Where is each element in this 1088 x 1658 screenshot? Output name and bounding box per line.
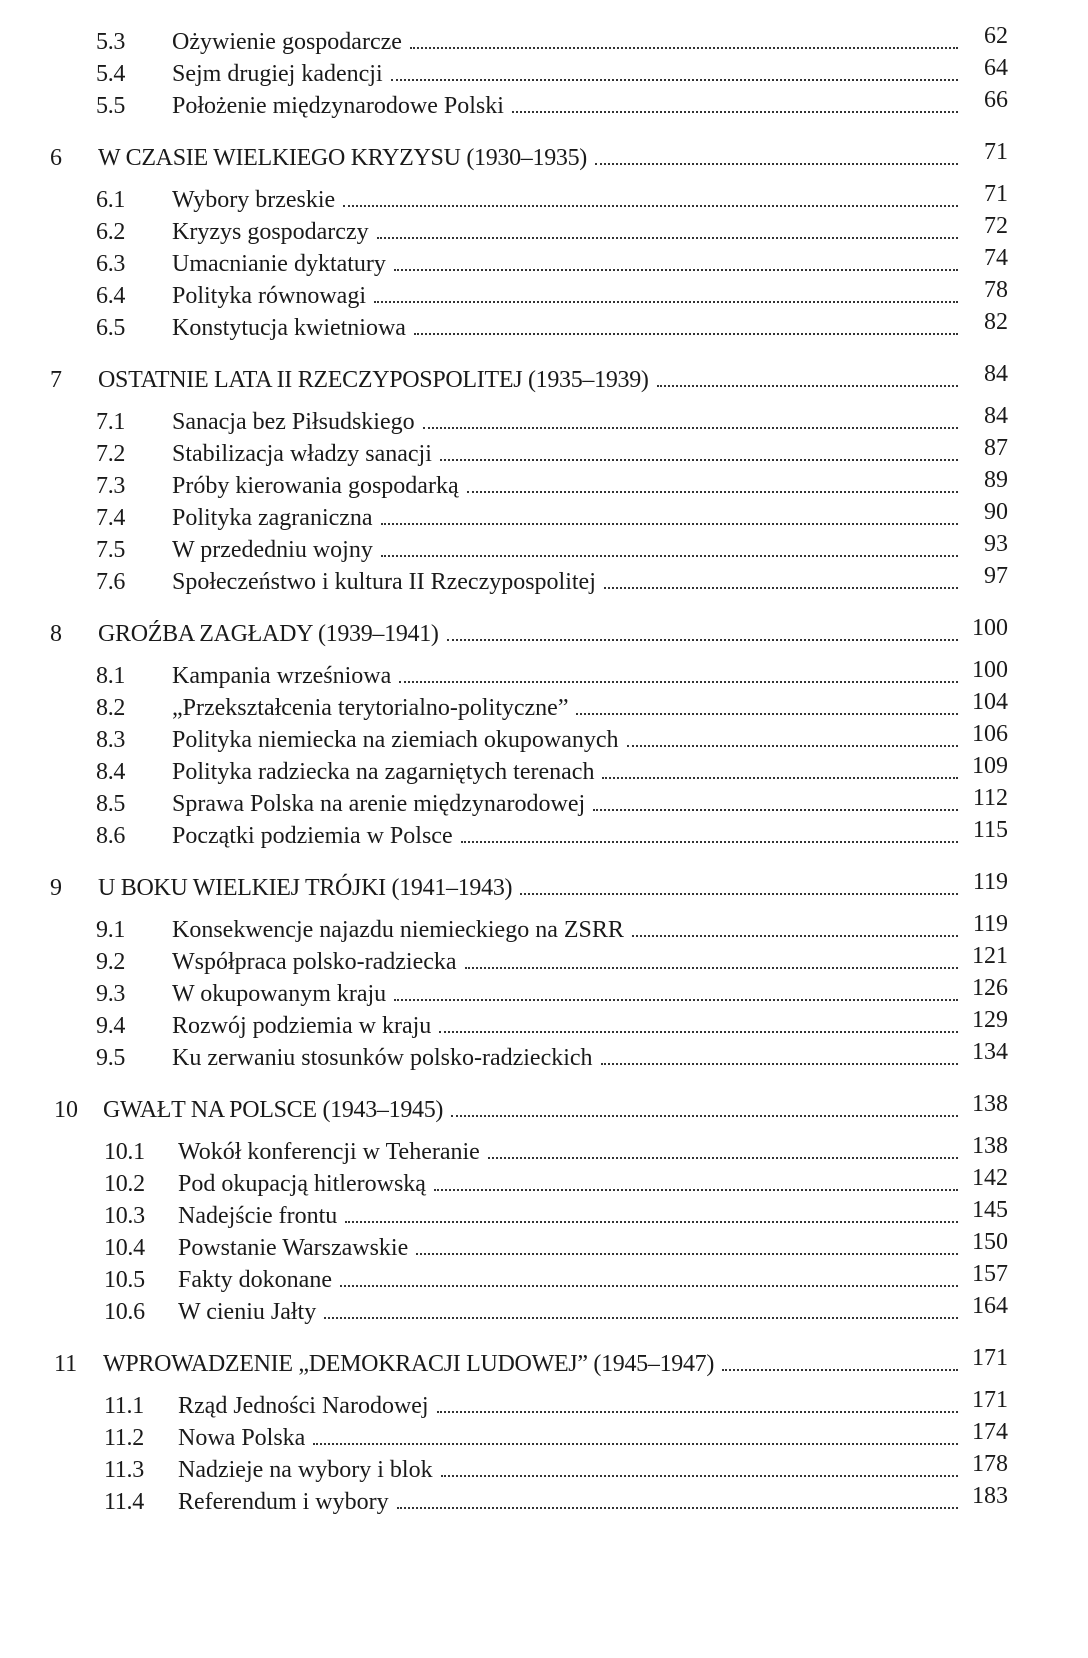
section-title-wrap	[178, 1168, 958, 1200]
page-number: 84	[984, 361, 1008, 387]
section-title-wrap	[178, 1486, 958, 1518]
section-title-wrap	[178, 1454, 958, 1486]
section-number: 8.4	[96, 759, 126, 785]
section-title-wrap	[172, 756, 958, 788]
page-number: 164	[972, 1293, 1008, 1319]
section-title: Kampania wrześniowa	[172, 663, 392, 689]
toc-section-row[interactable]	[0, 1229, 1088, 1264]
section-number: 7.4	[96, 505, 126, 531]
page-number: 142	[972, 1165, 1008, 1191]
section-number: 5.4	[96, 61, 126, 87]
toc-section-row[interactable]	[0, 1007, 1088, 1042]
toc-section-row[interactable]	[0, 1293, 1088, 1328]
dot-leader	[602, 776, 958, 779]
section-title-wrap	[172, 58, 958, 90]
page-number: 71	[984, 139, 1008, 165]
section-title: Pod okupacją hitlerowską	[178, 1171, 426, 1197]
section-title-wrap	[172, 90, 958, 122]
chapter-number: 9	[50, 875, 62, 901]
section-title-wrap	[172, 1042, 958, 1074]
toc-chapter-row[interactable]	[0, 361, 1088, 396]
section-number: 11.1	[104, 1393, 144, 1419]
toc-chapter-row[interactable]	[0, 1091, 1088, 1126]
dot-leader	[397, 1506, 958, 1509]
section-title-wrap	[172, 978, 958, 1010]
toc-section-row[interactable]	[0, 277, 1088, 312]
section-title-wrap	[172, 788, 958, 820]
toc-section-row[interactable]	[0, 55, 1088, 90]
section-title-wrap	[178, 1232, 958, 1264]
chapter-number: 8	[50, 621, 62, 647]
toc-section-row[interactable]	[0, 1165, 1088, 1200]
dot-leader	[593, 808, 958, 811]
section-number: 9.4	[96, 1013, 126, 1039]
chapter-title: OSTATNIE LATA II RZECZYPOSPOLITEJ (1935–1939)	[98, 367, 649, 393]
page-number: 66	[984, 87, 1008, 113]
section-title: Ożywienie gospodarcze	[172, 29, 402, 55]
section-number: 5.3	[96, 29, 126, 55]
section-title-wrap	[172, 470, 958, 502]
section-title-wrap	[172, 692, 958, 724]
section-title: Nowa Polska	[178, 1425, 306, 1451]
toc-section-row[interactable]	[0, 1261, 1088, 1296]
page-number: 106	[972, 721, 1008, 747]
section-number: 9.5	[96, 1045, 126, 1071]
toc-section-row[interactable]	[0, 1039, 1088, 1074]
dot-leader	[399, 680, 958, 683]
page-number: 129	[972, 1007, 1008, 1033]
section-title: Umacnianie dyktatury	[172, 251, 386, 277]
section-title: Rozwój podziemia w kraju	[172, 1013, 432, 1039]
section-number: 6.2	[96, 219, 126, 245]
page-number: 82	[984, 309, 1008, 335]
section-number: 8.5	[96, 791, 126, 817]
toc-section-row[interactable]	[0, 721, 1088, 756]
dot-leader	[394, 268, 958, 271]
section-number: 10.6	[104, 1299, 145, 1325]
section-number: 10.5	[104, 1267, 145, 1293]
toc-section-row[interactable]	[0, 181, 1088, 216]
section-title: Konsekwencje najazdu niemieckiego na ZSRR	[172, 917, 624, 943]
section-number: 7.5	[96, 537, 126, 563]
toc-section-row[interactable]	[0, 467, 1088, 502]
page-number: 138	[972, 1133, 1008, 1159]
page-number: 64	[984, 55, 1008, 81]
toc-section-row[interactable]	[0, 911, 1088, 946]
section-number: 6.5	[96, 315, 126, 341]
section-number: 8.6	[96, 823, 126, 849]
section-title: Sprawa Polska na arenie międzynarodowej	[172, 791, 586, 817]
toc-section-row[interactable]	[0, 1387, 1088, 1422]
page-number: 183	[972, 1483, 1008, 1509]
section-number: 6.3	[96, 251, 126, 277]
section-number: 11.2	[104, 1425, 144, 1451]
dot-leader	[414, 332, 958, 335]
dot-leader	[576, 712, 958, 715]
toc-section-row[interactable]	[0, 1197, 1088, 1232]
toc-section-row[interactable]	[0, 785, 1088, 820]
section-number: 10.3	[104, 1203, 145, 1229]
page-number: 150	[972, 1229, 1008, 1255]
toc-chapter-row[interactable]	[0, 615, 1088, 650]
page-number: 119	[972, 869, 1008, 895]
section-number: 8.2	[96, 695, 126, 721]
section-title-wrap	[172, 406, 958, 438]
section-title: Polityka niemiecka na ziemiach okupowanych	[172, 727, 619, 753]
chapter-title-wrap	[98, 872, 958, 904]
section-title: Próby kierowania gospodarką	[172, 473, 459, 499]
section-title: Sejm drugiej kadencji	[172, 61, 383, 87]
toc-section-row[interactable]	[0, 1133, 1088, 1168]
chapter-title-wrap	[98, 364, 958, 396]
page-number: 93	[984, 531, 1008, 557]
dot-leader	[439, 1030, 958, 1033]
section-number: 10.2	[104, 1171, 145, 1197]
chapter-title-wrap	[103, 1348, 958, 1380]
section-title: „Przekształcenia terytorialno-polityczne”	[172, 695, 569, 721]
page-number: 97	[984, 563, 1008, 589]
section-title-wrap	[172, 566, 958, 598]
section-title-wrap	[172, 312, 958, 344]
section-title-wrap	[172, 946, 958, 978]
page-number: 115	[972, 817, 1008, 843]
dot-leader	[465, 966, 958, 969]
chapter-number: 6	[50, 145, 62, 171]
section-number: 5.5	[96, 93, 126, 119]
dot-leader	[381, 554, 958, 557]
section-title-wrap	[172, 534, 958, 566]
toc-section-row[interactable]	[0, 563, 1088, 598]
dot-leader	[437, 1410, 958, 1413]
dot-leader	[512, 110, 958, 113]
section-title-wrap	[172, 724, 958, 756]
section-title-wrap	[178, 1390, 958, 1422]
toc-section-row[interactable]	[0, 817, 1088, 852]
section-title-wrap	[178, 1136, 958, 1168]
dot-leader	[451, 1114, 958, 1117]
page-number: 112	[972, 785, 1008, 811]
page-number: 100	[972, 657, 1008, 683]
section-number: 9.2	[96, 949, 126, 975]
dot-leader	[595, 162, 958, 165]
section-title: Rząd Jedności Narodowej	[178, 1393, 429, 1419]
section-title: W cieniu Jałty	[178, 1299, 317, 1325]
toc-section-row[interactable]	[0, 1419, 1088, 1454]
section-number: 6.4	[96, 283, 126, 309]
page-number: 157	[972, 1261, 1008, 1287]
page-number: 171	[972, 1345, 1008, 1371]
dot-leader	[410, 46, 958, 49]
dot-leader	[722, 1368, 958, 1371]
toc-section-row[interactable]	[0, 753, 1088, 788]
section-number: 7.3	[96, 473, 126, 499]
section-title: Polityka radziecka na zagarniętych terenach	[172, 759, 595, 785]
page-number: 78	[984, 277, 1008, 303]
section-title-wrap	[178, 1296, 958, 1328]
page-number: 90	[984, 499, 1008, 525]
section-title-wrap	[172, 216, 958, 248]
chapter-title-wrap	[98, 142, 958, 174]
chapter-title-wrap	[103, 1094, 958, 1126]
dot-leader	[520, 892, 958, 895]
toc-section-row[interactable]	[0, 403, 1088, 438]
dot-leader	[345, 1220, 958, 1223]
section-title: Fakty dokonane	[178, 1267, 332, 1293]
toc-section-row[interactable]	[0, 943, 1088, 978]
chapter-title-wrap	[98, 618, 958, 650]
section-number: 8.1	[96, 663, 126, 689]
dot-leader	[632, 934, 958, 937]
page-number: 87	[984, 435, 1008, 461]
page-number: 100	[972, 615, 1008, 641]
section-title: Wybory brzeskie	[172, 187, 336, 213]
page-number: 119	[972, 911, 1008, 937]
section-title-wrap	[172, 660, 958, 692]
toc-section-row[interactable]	[0, 1483, 1088, 1518]
chapter-title: U BOKU WIELKIEJ TRÓJKI (1941–1943)	[98, 875, 513, 901]
toc-section-row[interactable]	[0, 689, 1088, 724]
dot-leader	[434, 1188, 958, 1191]
chapter-number: 10	[54, 1097, 78, 1123]
section-number: 7.6	[96, 569, 126, 595]
page-number: 62	[984, 23, 1008, 49]
dot-leader	[657, 384, 958, 387]
section-title-wrap	[178, 1264, 958, 1296]
toc-section-row[interactable]	[0, 531, 1088, 566]
chapter-number: 7	[50, 367, 62, 393]
section-number: 8.3	[96, 727, 126, 753]
page-number: 126	[972, 975, 1008, 1001]
section-title-wrap	[172, 280, 958, 312]
toc-section-row[interactable]	[0, 657, 1088, 692]
section-title-wrap	[172, 26, 958, 58]
section-title-wrap	[172, 820, 958, 852]
toc-section-row[interactable]	[0, 245, 1088, 280]
toc-chapter-row[interactable]	[0, 1345, 1088, 1380]
dot-leader	[394, 998, 958, 1001]
section-title-wrap	[178, 1422, 958, 1454]
section-title: Powstanie Warszawskie	[178, 1235, 409, 1261]
page-number: 121	[972, 943, 1008, 969]
dot-leader	[441, 1474, 958, 1477]
dot-leader	[467, 490, 958, 493]
section-title: Stabilizacja władzy sanacji	[172, 441, 432, 467]
dot-leader	[416, 1252, 958, 1255]
section-title: Kryzys gospodarczy	[172, 219, 369, 245]
toc-chapter-row[interactable]	[0, 869, 1088, 904]
toc-section-row[interactable]	[0, 87, 1088, 122]
page-number: 89	[984, 467, 1008, 493]
dot-leader	[440, 458, 958, 461]
page-number: 109	[972, 753, 1008, 779]
dot-leader	[488, 1156, 958, 1159]
toc-section-row[interactable]	[0, 309, 1088, 344]
section-number: 11.4	[104, 1489, 144, 1515]
section-title: Polityka zagraniczna	[172, 505, 373, 531]
dot-leader	[627, 744, 958, 747]
section-number: 7.2	[96, 441, 126, 467]
section-number: 7.1	[96, 409, 126, 435]
dot-leader	[604, 586, 958, 589]
section-title: Sanacja bez Piłsudskiego	[172, 409, 415, 435]
page-number: 174	[972, 1419, 1008, 1445]
page-number: 72	[984, 213, 1008, 239]
toc-section-row[interactable]	[0, 1451, 1088, 1486]
section-title: W okupowanym kraju	[172, 981, 387, 1007]
section-title-wrap	[172, 1010, 958, 1042]
section-title: Konstytucja kwietniowa	[172, 315, 406, 341]
page-number: 171	[972, 1387, 1008, 1413]
section-title-wrap	[172, 914, 958, 946]
page-number: 145	[972, 1197, 1008, 1223]
dot-leader	[377, 236, 958, 239]
section-title: Referendum i wybory	[178, 1489, 389, 1515]
section-title: Polityka równowagi	[172, 283, 366, 309]
chapter-title: GROŹBA ZAGŁADY (1939–1941)	[98, 621, 439, 647]
section-number: 9.1	[96, 917, 126, 943]
page-number: 104	[972, 689, 1008, 715]
dot-leader	[381, 522, 958, 525]
section-title-wrap	[178, 1200, 958, 1232]
dot-leader	[324, 1316, 958, 1319]
toc-chapter-row[interactable]	[0, 139, 1088, 174]
chapter-title: W CZASIE WIELKIEGO KRYZYSU (1930–1935)	[98, 145, 588, 171]
section-title: Współpraca polsko-radziecka	[172, 949, 457, 975]
section-title-wrap	[172, 502, 958, 534]
page-number: 71	[984, 181, 1008, 207]
section-number: 10.1	[104, 1139, 145, 1165]
page-number: 178	[972, 1451, 1008, 1477]
section-number: 9.3	[96, 981, 126, 1007]
section-title-wrap	[172, 184, 958, 216]
section-number: 11.3	[104, 1457, 144, 1483]
toc-section-row[interactable]	[0, 213, 1088, 248]
section-title: Ku zerwaniu stosunków polsko-radzieckich	[172, 1045, 593, 1071]
dot-leader	[391, 78, 958, 81]
section-title: Nadzieje na wybory i blok	[178, 1457, 433, 1483]
dot-leader	[423, 426, 958, 429]
dot-leader	[374, 300, 958, 303]
section-title: W przededniu wojny	[172, 537, 373, 563]
toc-section-row[interactable]	[0, 435, 1088, 470]
toc-section-row[interactable]	[0, 499, 1088, 534]
toc-section-row[interactable]	[0, 975, 1088, 1010]
dot-leader	[340, 1284, 958, 1287]
section-title-wrap	[172, 248, 958, 280]
toc-section-row[interactable]	[0, 23, 1088, 58]
dot-leader	[447, 638, 958, 641]
dot-leader	[601, 1062, 958, 1065]
section-title: Początki podziemia w Polsce	[172, 823, 453, 849]
page-number: 74	[984, 245, 1008, 271]
section-number: 10.4	[104, 1235, 145, 1261]
page-number: 134	[972, 1039, 1008, 1065]
dot-leader	[343, 204, 958, 207]
chapter-title: WPROWADZENIE „DEMOKRACJI LUDOWEJ” (1945–1947)	[103, 1351, 715, 1377]
section-title-wrap	[172, 438, 958, 470]
section-title: Nadejście frontu	[178, 1203, 338, 1229]
page-number: 84	[984, 403, 1008, 429]
section-title: Położenie międzynarodowe Polski	[172, 93, 504, 119]
chapter-title: GWAŁT NA POLSCE (1943–1945)	[103, 1097, 444, 1123]
section-number: 6.1	[96, 187, 126, 213]
dot-leader	[313, 1442, 958, 1445]
chapter-number: 11	[54, 1351, 78, 1377]
section-title: Społeczeństwo i kultura II Rzeczypospolitej	[172, 569, 596, 595]
dot-leader	[461, 840, 958, 843]
section-title: Wokół konferencji w Teheranie	[178, 1139, 480, 1165]
page-number: 138	[972, 1091, 1008, 1117]
